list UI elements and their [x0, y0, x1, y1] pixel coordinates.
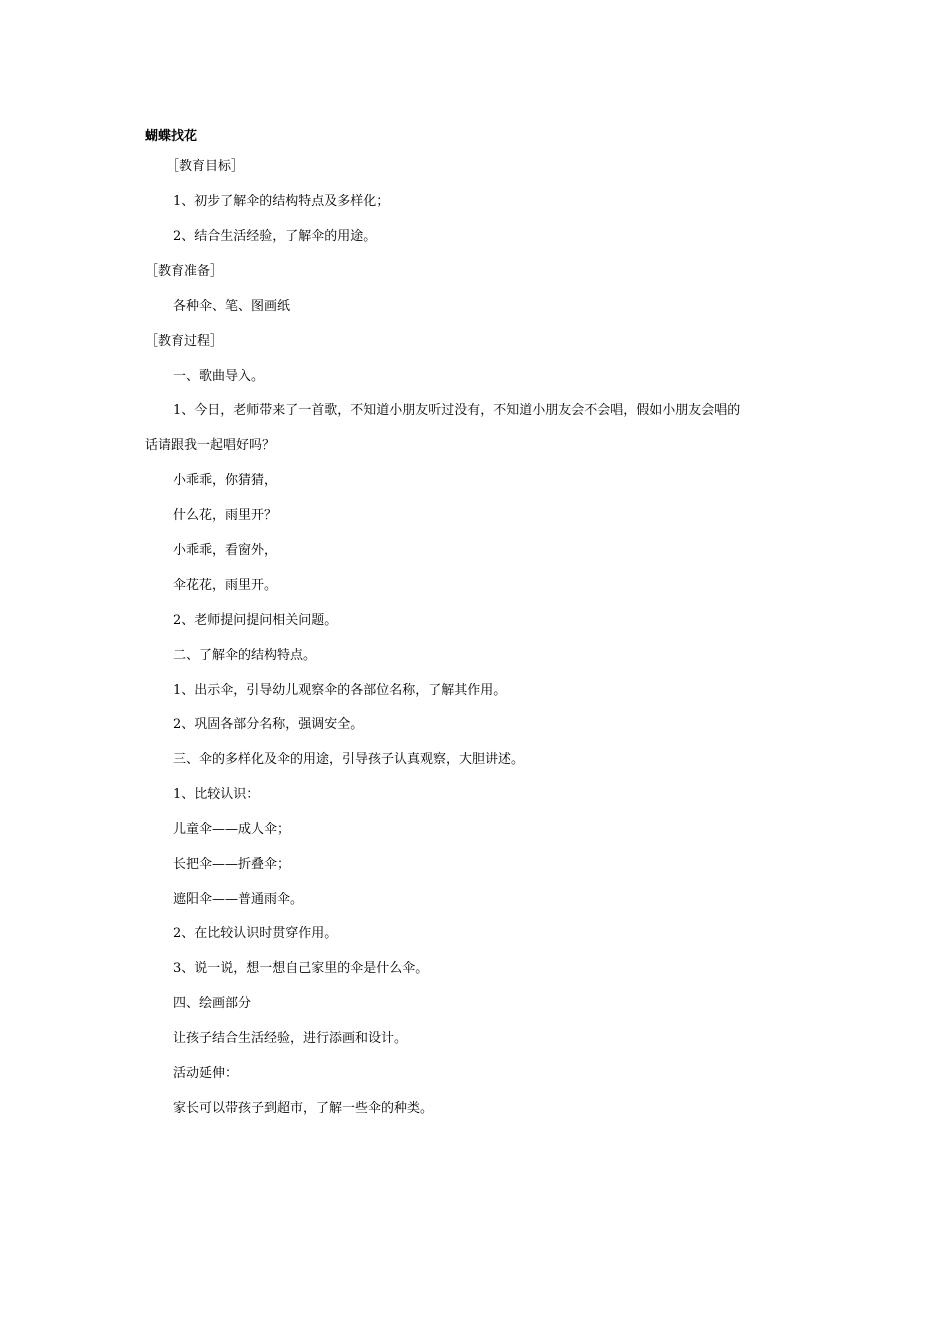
paragraph: 活动延伸：	[173, 1066, 239, 1081]
paragraph: 1、出示伞，引导幼儿观察伞的各部位名称，了解其作用。	[173, 683, 507, 698]
paragraph: 1、今日，老师带来了一首歌，不知道小朋友听过没有，不知道小朋友会不会唱，假如小朋友会唱的	[173, 403, 741, 418]
section-heading-goals: ［教育目标］	[166, 159, 245, 174]
paragraph: 1、初步了解伞的结构特点及多样化；	[173, 194, 390, 209]
paragraph: 长把伞——折叠伞；	[173, 857, 291, 872]
document-title: 蝴蝶找花	[145, 129, 198, 144]
paragraph: 遮阳伞——普通雨伞。	[173, 892, 304, 907]
paragraph: 3、说一说，想一想自己家里的伞是什么伞。	[173, 961, 429, 976]
paragraph: 三、伞的多样化及伞的用途，引导孩子认真观察，大胆讲述。	[173, 752, 525, 767]
paragraph: 2、巩固各部分名称，强调安全。	[173, 717, 364, 732]
paragraph: 话请跟我一起唱好吗？	[145, 438, 276, 453]
section-heading-process: ［教育过程］	[145, 334, 224, 349]
paragraph: 各种伞、笔、图画纸	[173, 299, 291, 314]
section-heading-preparation: ［教育准备］	[145, 264, 224, 279]
paragraph: 让孩子结合生活经验，进行添画和设计。	[173, 1031, 408, 1046]
paragraph: 二、了解伞的结构特点。	[173, 648, 317, 663]
paragraph: 四、绘画部分	[173, 996, 252, 1011]
paragraph: 什么花，雨里开？	[173, 508, 278, 523]
paragraph: 儿童伞——成人伞；	[173, 822, 291, 837]
paragraph: 2、结合生活经验，了解伞的用途。	[173, 229, 377, 244]
paragraph: 小乖乖，你猜猜，	[173, 473, 278, 488]
paragraph: 小乖乖，看窗外，	[173, 543, 278, 558]
paragraph: 2、在比较认识时贯穿作用。	[173, 926, 338, 941]
paragraph: 1、比较认识：	[173, 787, 260, 802]
paragraph: 家长可以带孩子到超市，了解一些伞的种类。	[173, 1101, 434, 1116]
paragraph: 2、老师提问提问相关问题。	[173, 613, 338, 628]
paragraph: 一、歌曲导入。	[173, 369, 265, 384]
paragraph: 伞花花，雨里开。	[173, 578, 278, 593]
